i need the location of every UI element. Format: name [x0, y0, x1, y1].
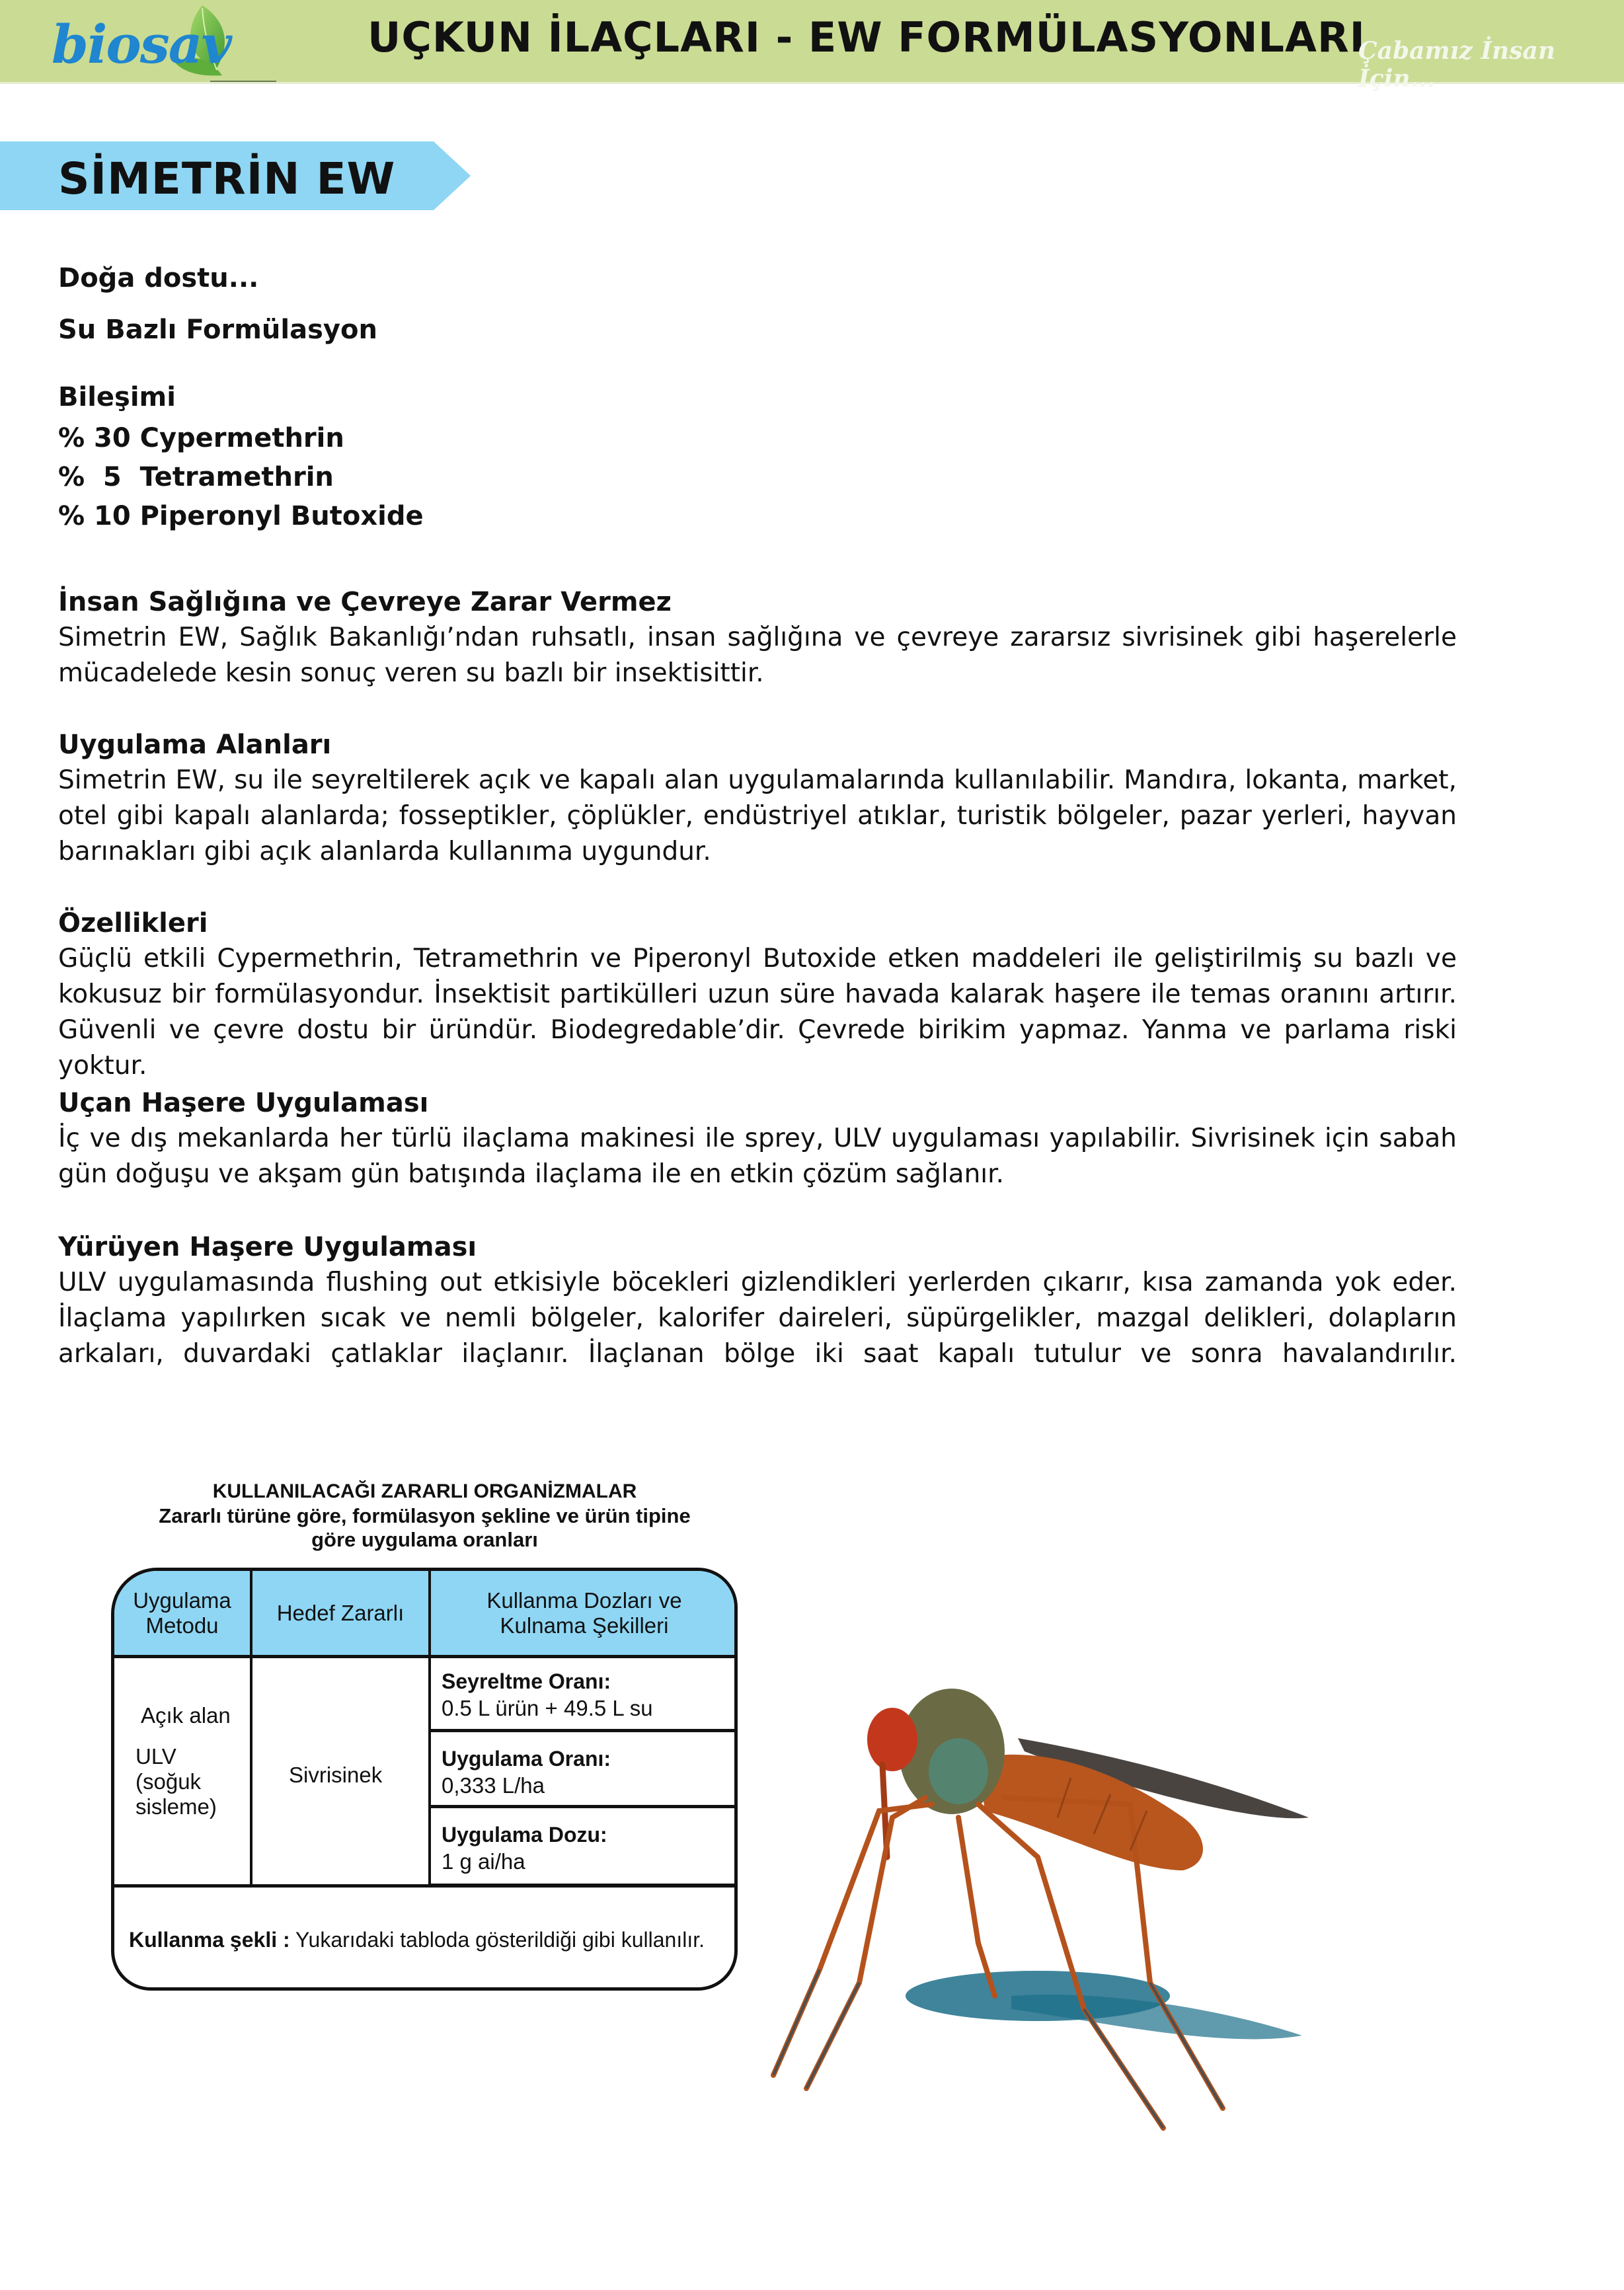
table-caption — [112, 1479, 737, 1552]
usage-label: Kullanma şekli : — [129, 1928, 290, 1952]
target-pest: Sivrisinek — [289, 1763, 383, 1787]
section-title: Uygulama Alanları — [58, 730, 332, 760]
mosquito-thorax-marking — [929, 1738, 988, 1804]
section-title: İnsan Sağlığına ve Çevreye Zarar Vermez — [58, 587, 672, 617]
dose-row — [431, 1655, 738, 1732]
mosquito-eye — [867, 1708, 917, 1771]
section-body: Güçlü etkili Cypermethrin, Tetramethrin ve Piperonyl Butoxide etken maddeleri ile geliştirilmiş su bazlı ve kokusuz bir formülasyondur. İnsektisit partikülleri uzun süre havada kalarak haşere ile temas oranını artırır. Güvenli ve çevre dostu bir üründür. Biodegredable’dir. Çevrede birikim yapmaz. Yanma ve parlama riski yoktur. — [58, 944, 1457, 1081]
slogan: Çabamız İnsan İçin... — [1358, 37, 1556, 93]
dose-value: 0.5 L ürün + 49.5 L su — [442, 1696, 653, 1720]
table-footer-divider — [114, 1884, 734, 1888]
section-title: Uçan Haşere Uygulaması — [58, 1088, 429, 1118]
section-crawling-pests — [58, 1229, 1457, 1372]
usage-text: Yukarıdaki tabloda gösterildiği gibi kullanılır. — [290, 1928, 705, 1952]
section-health-safety — [58, 584, 1457, 691]
table-caption-title: KULLANILACAĞI ZARARLI ORGANİZMALAR — [212, 1480, 637, 1502]
column-header-method: Uygulama Metodu — [133, 1587, 231, 1638]
dosage-table — [111, 1568, 738, 1991]
section-body: ULV uygulamasında flushing out etkisiyle böcekleri gizlendikleri yerlerden çıkarır, kısa zamanda yok eder. İlaçlama yapılırken sıcak ve nemli bölgeler, kalorifer daireleri, süpürgelikler, mazgal delikleri, dolapların arkaları, duvardaki çatlaklar ilaçlanır. İlaçlanan bölge iki saat kapalı tutulur ve sonra havalandırılır. — [58, 1268, 1457, 1369]
section-title: Özellikleri — [58, 908, 208, 938]
column-header-doses: Kullanma Dozları ve Kulnama Şekilleri — [486, 1587, 682, 1638]
section-body: Simetrin EW, su ile seyreltilerek açık ve kapalı alan uygulamalarında kullanılabilir. Mandıra, lokanta, market, otel gibi kapalı alanlarda; fosseptikler, çöplükler, endüstriyel atıklar, turistik bölgeler, pazar yerleri, hayvan barınakları gibi açık alanlarda kullanıma uygundur. — [58, 765, 1457, 866]
composition-item: % 30 Cypermethrin — [58, 423, 344, 453]
method-area: Açık alan — [141, 1703, 231, 1728]
dose-value: 1 g ai/ha — [442, 1849, 525, 1874]
usage-note — [129, 1928, 705, 1952]
table-caption-subtitle: göre uygulama oranları — [311, 1528, 538, 1551]
section-features — [58, 905, 1457, 1084]
method-type: ULV (soğuk sisleme) — [135, 1744, 217, 1819]
composition-title: Bileşimi — [58, 382, 176, 412]
mosquito-illustration — [760, 1599, 1520, 2168]
logo-wordmark: biosav — [52, 13, 231, 75]
table-caption-subtitle: Zararlı türüne göre, formülasyon şekline ve ürün tipine — [159, 1504, 691, 1527]
section-body: Simetrin EW, Sağlık Bakanlığı’ndan ruhsatlı, insan sağlığına ve çevreye zararsız sivrisinek gibi haşerelerle mücadelede kesin sonuç veren su bazlı bir insektisittir. — [58, 623, 1457, 688]
page-title: UÇKUN İLAÇLARI - EW FORMÜLASYONLARI — [367, 13, 1366, 61]
section-title: Yürüyen Haşere Uygulaması — [58, 1232, 477, 1262]
composition-item: % 5 Tetramethrin — [58, 462, 334, 492]
section-body: İç ve dış mekanlarda her türlü ilaçlama makinesi ile sprey, ULV uygulaması yapılabilir. Sivrisinek için sabah gün doğuşu ve akşam gün batışında ilaçlama ile en etkin çözüm sağlanır. — [58, 1124, 1457, 1189]
dose-label: Seyreltme Oranı: — [442, 1669, 611, 1693]
section-application-areas — [58, 727, 1457, 870]
dose-row — [431, 1808, 738, 1887]
column-header-target: Hedef Zararlı — [276, 1600, 405, 1625]
dose-label: Uygulama Dozu: — [442, 1823, 607, 1847]
dose-row — [431, 1732, 738, 1808]
page-header — [0, 0, 1624, 93]
product-name: SİMETRİN EW — [58, 153, 396, 204]
product-banner — [0, 141, 471, 210]
composition-item: % 10 Piperonyl Butoxide — [58, 501, 424, 531]
product-formulation: Su Bazlı Formülasyon — [58, 315, 377, 345]
product-tagline: Doğa dostu... — [58, 263, 259, 293]
logo-underline — [210, 81, 276, 82]
section-flying-pests — [58, 1085, 1457, 1192]
dose-label: Uygulama Oranı: — [442, 1747, 611, 1771]
biosav-logo — [52, 4, 237, 81]
dose-value: 0,333 L/ha — [442, 1773, 545, 1798]
